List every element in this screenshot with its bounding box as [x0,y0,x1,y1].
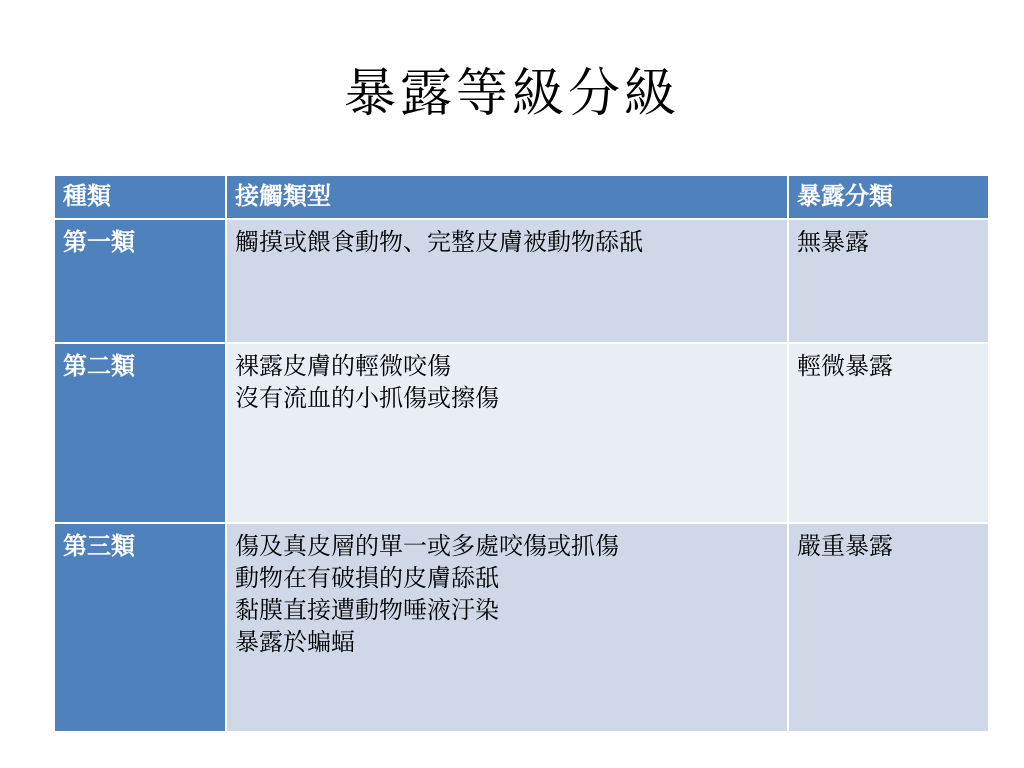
row-exposure-class: 輕微暴露 [788,343,989,523]
header-category: 種類 [54,175,226,219]
row-exposure-class: 嚴重暴露 [788,523,989,732]
table-row [54,343,989,523]
row-contact-type [226,523,788,732]
contact-line: 黏膜直接遭動物唾液汙染 [235,596,499,624]
row-category: 第一類 [54,219,226,343]
row-exposure-class: 無暴露 [788,219,989,343]
header-contact-type: 接觸類型 [226,175,788,219]
row-category: 第二類 [54,343,226,523]
contact-line: 暴露於蝙蝠 [235,628,355,656]
exposure-table [53,174,990,733]
row-contact-type [226,219,788,343]
table-header-row [54,175,989,219]
contact-line: 沒有流血的小抓傷或擦傷 [235,384,499,412]
header-exposure-class: 暴露分類 [788,175,989,219]
contact-line: 傷及真皮層的單一或多處咬傷或抓傷 [235,532,619,560]
contact-line: 裸露皮膚的輕微咬傷 [235,352,451,380]
table-row [54,219,989,343]
contact-line: 動物在有破損的皮膚舔舐 [235,564,499,592]
row-category: 第三類 [54,523,226,732]
contact-line: 觸摸或餵食動物、完整皮膚被動物舔舐 [235,228,643,256]
slide-title: 暴露等級分級 [343,64,680,124]
row-contact-type [226,343,788,523]
table-row [54,523,989,732]
